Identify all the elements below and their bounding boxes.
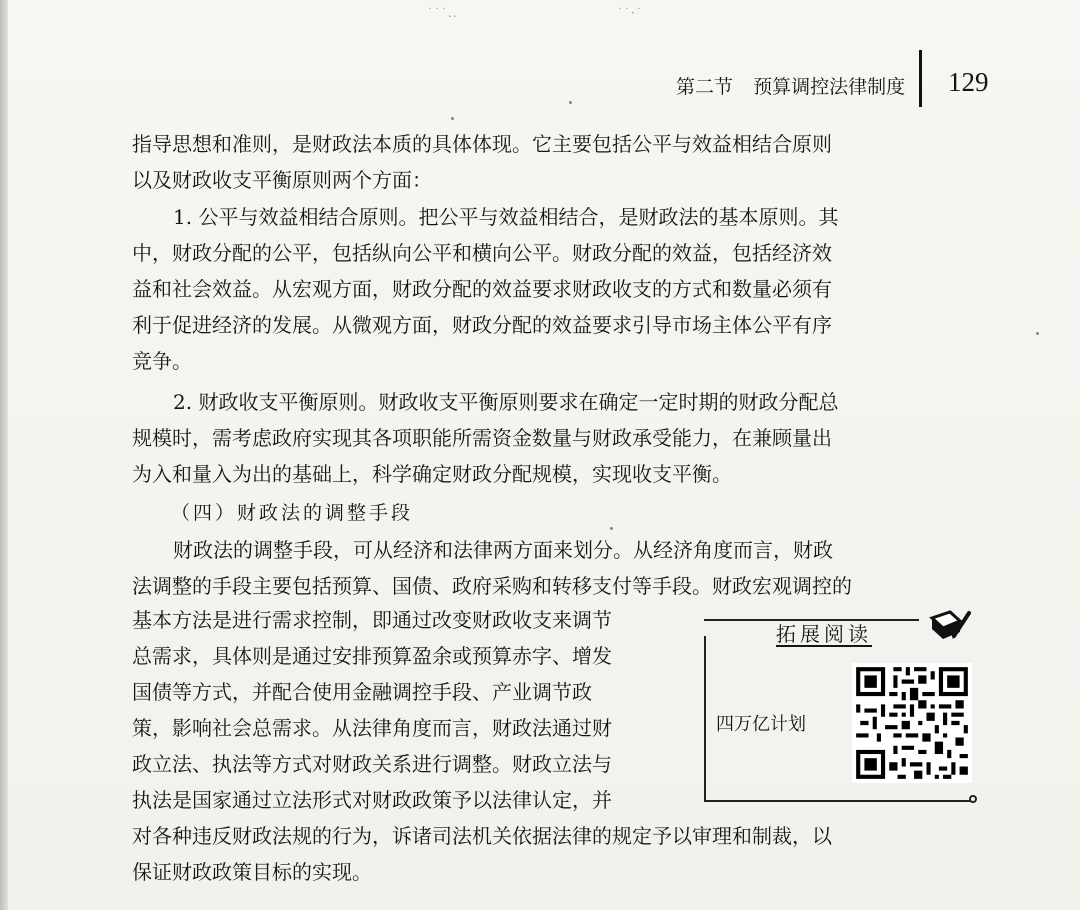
extended-reading-item[interactable]: 四万亿计划: [716, 714, 806, 735]
scan-mark: ˙˙·˙: [617, 6, 643, 20]
text-line: 中，财政分配的公平，包括纵向公平和横向公平。财政分配的效益，包括经济效: [132, 241, 832, 265]
text-line: 竞争。: [132, 349, 192, 373]
text-line: 1. 公平与效益相结合原则。把公平与效益相结合，是财政法的基本原则。其: [173, 205, 839, 229]
text-line: 政立法、执法等方式对财政关系进行调整。财政立法与: [132, 752, 612, 776]
extended-reading-left-rule: [704, 636, 706, 802]
section-label: 第二节: [676, 75, 734, 98]
header-divider: [919, 50, 922, 107]
section-heading: （四）财政法的调整手段: [171, 502, 414, 524]
page-edge-shadow: [0, 0, 8, 910]
adjustment-narrow-paragraph: [132, 602, 672, 818]
text-line: 法调整的手段主要包括预算、国债、政府采购和转移支付等手段。财政宏观调控的: [132, 574, 852, 598]
qr-code-icon[interactable]: [852, 663, 972, 783]
text-line: 总需求，具体则是通过安排预算盈余或预算赤字、增发: [132, 644, 612, 668]
principle-1-paragraph: [132, 199, 928, 379]
text-line: 2. 财政收支平衡原则。财政收支平衡原则要求在确定一定时期的财政分配总: [173, 390, 839, 414]
text-line: 基本方法是进行需求控制，即通过改变财政收支来调节: [132, 608, 612, 632]
chapter-title: 预算调控法律制度: [753, 75, 906, 98]
extended-reading-bottom-rule: [704, 800, 976, 802]
scan-mark: ˙˙˙..: [427, 6, 458, 20]
extended-reading-title: 拓展阅读: [776, 622, 872, 646]
text-line: 为入和量入为出的基础上，科学确定财政分配规模，实现收支平衡。: [132, 462, 732, 486]
book-pen-icon: [925, 608, 972, 646]
running-header: [676, 60, 1026, 110]
scan-dot: [451, 117, 454, 120]
scan-dot: [569, 101, 572, 104]
text-line: 策，影响社会总需求。从法律角度而言，财政法通过财: [132, 716, 612, 740]
text-line: 保证财政政策目标的实现。: [132, 860, 372, 884]
text-line: 以及财政收支平衡原则两个方面：: [132, 168, 432, 192]
principle-2-paragraph: [132, 384, 928, 492]
text-line: 利于促进经济的发展。从微观方面，财政分配的效益要求引导市场主体公平有序: [132, 313, 832, 337]
text-line: 规模时，需考虑政府实现其各项职能所需资金数量与财政承受能力，在兼顾量出: [132, 426, 832, 450]
text-line: 执法是国家通过立法形式对财政政策予以法律认定，并: [132, 788, 612, 812]
scan-dot: [610, 527, 613, 530]
extended-reading-end-dot: [969, 795, 977, 803]
header-title-line: [676, 72, 905, 99]
text-line: 指导思想和准则，是财政法本质的具体体现。它主要包括公平与效益相结合原则: [132, 132, 832, 156]
adjustment-intro-paragraph: [132, 532, 928, 604]
scan-dot: [1036, 332, 1039, 335]
text-line: 益和社会效益。从宏观方面，财政分配的效益要求财政收支的方式和数量必须有: [132, 277, 832, 301]
text-line: 财政法的调整手段，可从经济和法律两方面来划分。从经济角度而言，财政: [173, 538, 833, 562]
intro-paragraph: [132, 126, 928, 198]
page-number: 129: [948, 67, 989, 97]
text-line: 国债等方式，并配合使用金融调控手段、产业调节政: [132, 680, 592, 704]
adjustment-end-paragraph: [132, 818, 928, 890]
text-line: 对各种违反财政法规的行为，诉诸司法机关依据法律的规定予以审理和制裁，以: [132, 824, 832, 848]
